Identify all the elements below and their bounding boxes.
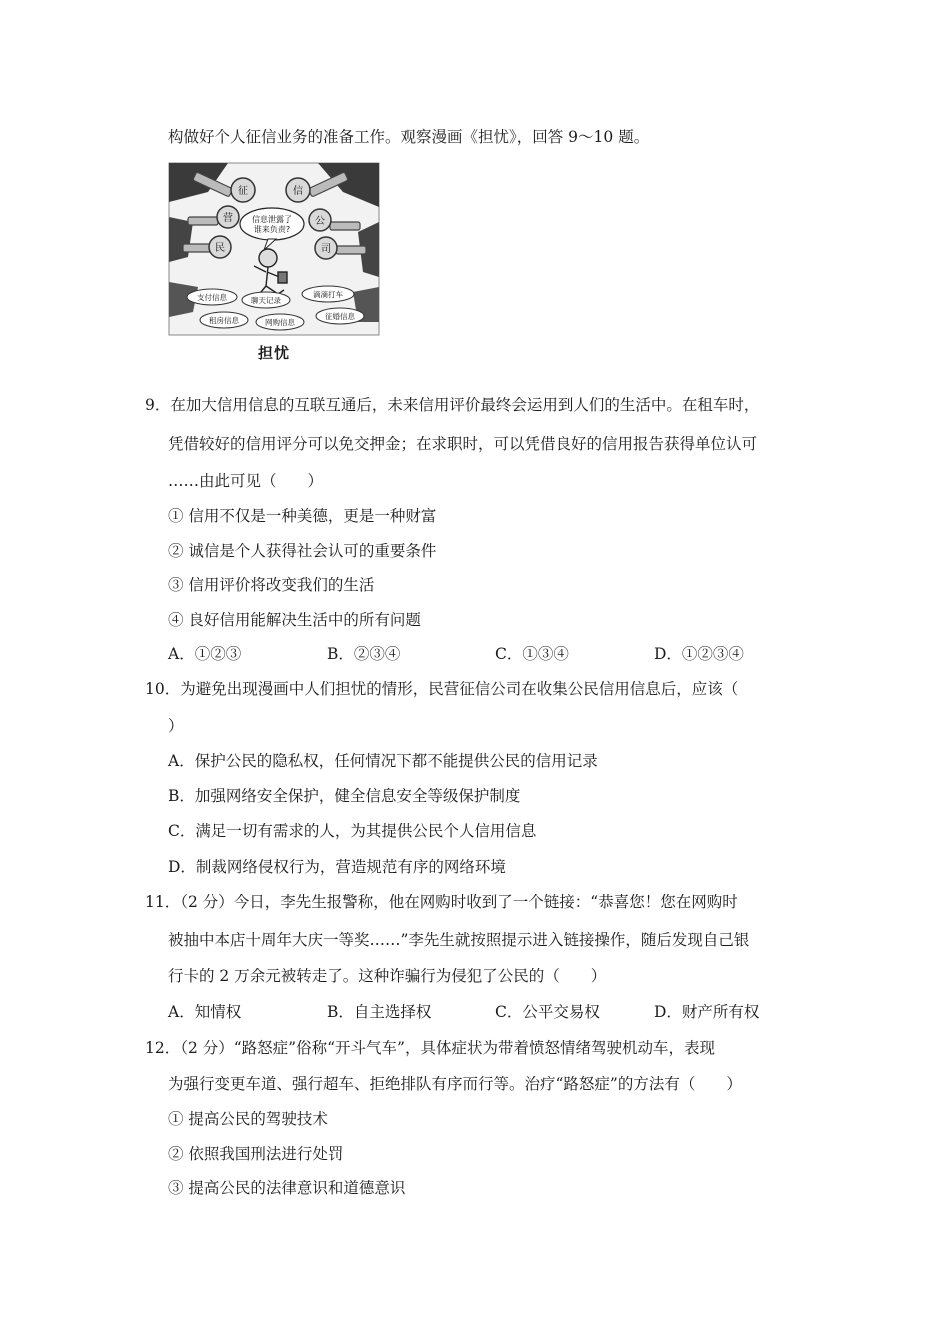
key-label: 民 — [215, 243, 225, 254]
key-label: 营 — [223, 213, 233, 224]
q10-option-d[interactable]: D．制裁网络侵权行为，营造规范有序的网络环境 — [168, 858, 506, 876]
speech-bubble-text: 谁来负责? — [253, 225, 291, 234]
q12-item: ③ 提高公民的法律意识和道德意识 — [168, 1179, 406, 1197]
speech-bubble-text: 信息泄露了 — [252, 215, 292, 224]
q9-stem: ……由此可见（ ） — [168, 472, 324, 490]
info-label: 网购信息 — [265, 318, 295, 327]
q12-stem: 12．（2 分）“路怒症”俗称“开斗气车”，具体症状为带着愤怒情绪驾驶机动车，表现 — [145, 1039, 715, 1057]
q12-stem: 为强行变更车道、强行超车、拒绝排队有序而行等。治疗“路怒症”的方法有（ ） — [168, 1075, 742, 1093]
info-label: 滴滴打车 — [313, 290, 343, 299]
intro-text: 构做好个人征信业务的准备工作。观察漫画《担忧》，回答 9～10 题。 — [168, 128, 650, 146]
q9-option-a[interactable]: A．①②③ — [168, 645, 242, 663]
info-label: 聊天记录 — [251, 296, 281, 305]
q10-option-b[interactable]: B．加强网络安全保护，健全信息安全等级保护制度 — [168, 787, 521, 805]
q12-item: ② 依照我国刑法进行处罚 — [168, 1145, 344, 1163]
q9-option-b[interactable]: B．②③④ — [327, 645, 401, 663]
q11-option-d[interactable]: D．财产所有权 — [654, 1003, 760, 1021]
q12-item: ① 提高公民的驾驶技术 — [168, 1110, 328, 1128]
cartoon-image — [168, 162, 380, 362]
info-label: 征婚信息 — [325, 312, 355, 321]
q10-stem: 10．为避免出现漫画中人们担忧的情形，民营征信公司在收集公民信用信息后，应该（ — [145, 680, 739, 698]
info-label: 支付信息 — [197, 293, 227, 302]
q11-stem: 11．（2 分）今日，李先生报警称，他在网购时收到了一个链接：“恭喜您！您在网购时 — [145, 893, 738, 911]
key-label: 征 — [238, 186, 248, 197]
q9-item: ② 诚信是个人获得社会认可的重要条件 — [168, 542, 437, 560]
q9-option-c[interactable]: C．①③④ — [495, 645, 569, 663]
q9-stem: 凭借较好的信用评分可以免交押金；在求职时，可以凭借良好的信用报告获得单位认可 — [168, 435, 758, 453]
q9-item: ① 信用不仅是一种美德，更是一种财富 — [168, 507, 437, 525]
q11-option-b[interactable]: B．自主选择权 — [327, 1003, 432, 1021]
q10-option-a[interactable]: A．保护公民的隐私权，任何情况下都不能提供公民的信用记录 — [168, 752, 598, 770]
q10-option-c[interactable]: C．满足一切有需求的人，为其提供公民个人信用信息 — [168, 822, 537, 840]
key-label: 信 — [293, 186, 303, 197]
q9-item: ④ 良好信用能解决生活中的所有问题 — [168, 611, 421, 629]
q11-stem: 行卡的 2 万余元被转走了。这种诈骗行为侵犯了公民的（ ） — [168, 967, 607, 985]
key-label: 公 — [315, 216, 325, 227]
q11-option-c[interactable]: C．公平交易权 — [495, 1003, 600, 1021]
q10-stem: ） — [168, 717, 184, 735]
q9-stem: 9．在加大信用信息的互联互通后，未来信用评价最终会运用到人们的生活中。在租车时， — [145, 396, 760, 414]
q9-item: ③ 信用评价将改变我们的生活 — [168, 576, 375, 594]
info-label: 租房信息 — [209, 316, 239, 325]
key-label: 司 — [321, 244, 331, 255]
q11-option-a[interactable]: A．知情权 — [168, 1003, 242, 1021]
cartoon-caption: 担忧 — [258, 344, 291, 362]
q9-option-d[interactable]: D．①②③④ — [654, 645, 744, 663]
q11-stem: 被抽中本店十周年大庆一等奖……”李先生就按照提示进入链接操作，随后发现自己银 — [168, 931, 750, 949]
